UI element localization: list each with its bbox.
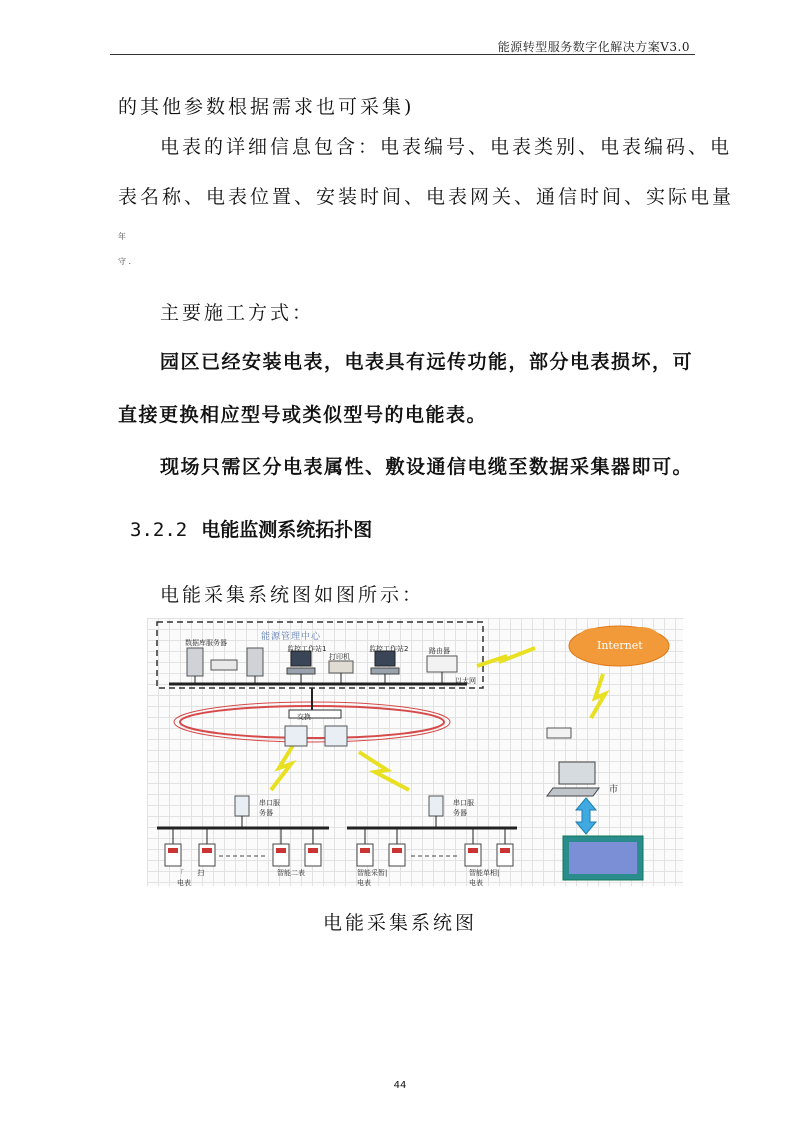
wireless-link-icon (591, 674, 605, 718)
page-number: 44 (393, 1080, 407, 1091)
wireless-router-icon (547, 728, 571, 738)
section-title: 电能监测系统拓扑图 (201, 519, 373, 541)
figure-internet-label: Internet (597, 639, 643, 652)
paragraph-line-2: 电表的详细信息包含：电表编号、电表类别、电表编码、电 (160, 136, 733, 158)
header-title: 能源转型服务数字化解决方案V3.0 (497, 40, 690, 54)
figure-ethernet-label: 以太网 (455, 677, 476, 685)
serial-server-1-icon (235, 796, 249, 816)
router-icon (427, 656, 457, 672)
figure-router-label: 路由器 (429, 647, 450, 655)
topology-figure (147, 618, 683, 886)
bidirectional-arrow-icon (576, 798, 596, 834)
meters-group-2 (357, 828, 513, 866)
section-number: 3.2.2 (130, 519, 188, 541)
figure-printer-label: 打印机 (329, 653, 350, 661)
bold-paragraph-line-2: 直接更换相应型号或类似型号的电能表。 (118, 404, 488, 426)
bold-paragraph-line-3: 现场只需区分电表属性、敷设通信电缆至数据采集器即可。 (160, 456, 694, 478)
serial-server-2-icon (429, 796, 443, 816)
figure-caption: 电能采集系统图 (322, 912, 477, 934)
paragraph-line-1: 的其他参数根据需求也可采集) (118, 96, 415, 118)
figure-intro: 电能采集系统图如图所示： (160, 584, 425, 606)
figure-phone-label: 市 (609, 785, 619, 795)
stray-mark-1: 年 (118, 232, 126, 241)
figure-ws2-label: 监控工作站2 (369, 645, 409, 653)
printer-icon (329, 661, 353, 673)
figure-meter-label-2: 智能二表 (277, 869, 305, 877)
wireless-link-icon (477, 648, 535, 666)
server-tower-icon (247, 648, 263, 676)
wireless-link-icon (359, 752, 409, 790)
meters-group-1 (165, 828, 321, 866)
laptop-icon (559, 762, 595, 784)
switch-1-icon (285, 726, 307, 746)
header-rule (110, 54, 695, 55)
switch-2-icon (325, 726, 347, 746)
figure-db-label: 数据库服务器 (185, 639, 227, 647)
paragraph-line-3: 表名称、电表位置、安装时间、电表网关、通信时间、实际电量 (118, 186, 735, 208)
stray-mark-2: 守 . (118, 257, 132, 266)
figure-meter-label-1: 「 扫 电表 (177, 869, 205, 887)
topology-diagram (147, 618, 683, 886)
figure-center-label: 能源管理中心 (261, 632, 322, 642)
figure-server1-label: 串口服 务器 (259, 799, 280, 817)
figure-server2-label: 串口服 务器 (453, 799, 474, 817)
paragraph-construction-label: 主要施工方式： (160, 302, 315, 324)
server-tower-icon (187, 648, 203, 676)
figure-switch-label: 交换 (297, 713, 311, 721)
section-heading (130, 515, 372, 542)
figure-meter-label-3: 智能采暂| 电表 (357, 869, 388, 887)
figure-ws1-label: 监控工作站1 (287, 645, 327, 653)
bold-paragraph-line-1: 园区已经安装电表，电表具有远传功能，部分电表损坏，可 (160, 351, 694, 373)
figure-meter-label-4: 智能单相| 电表 (469, 869, 500, 887)
wireless-link-icon (271, 742, 295, 790)
server-unit-icon (211, 660, 237, 670)
